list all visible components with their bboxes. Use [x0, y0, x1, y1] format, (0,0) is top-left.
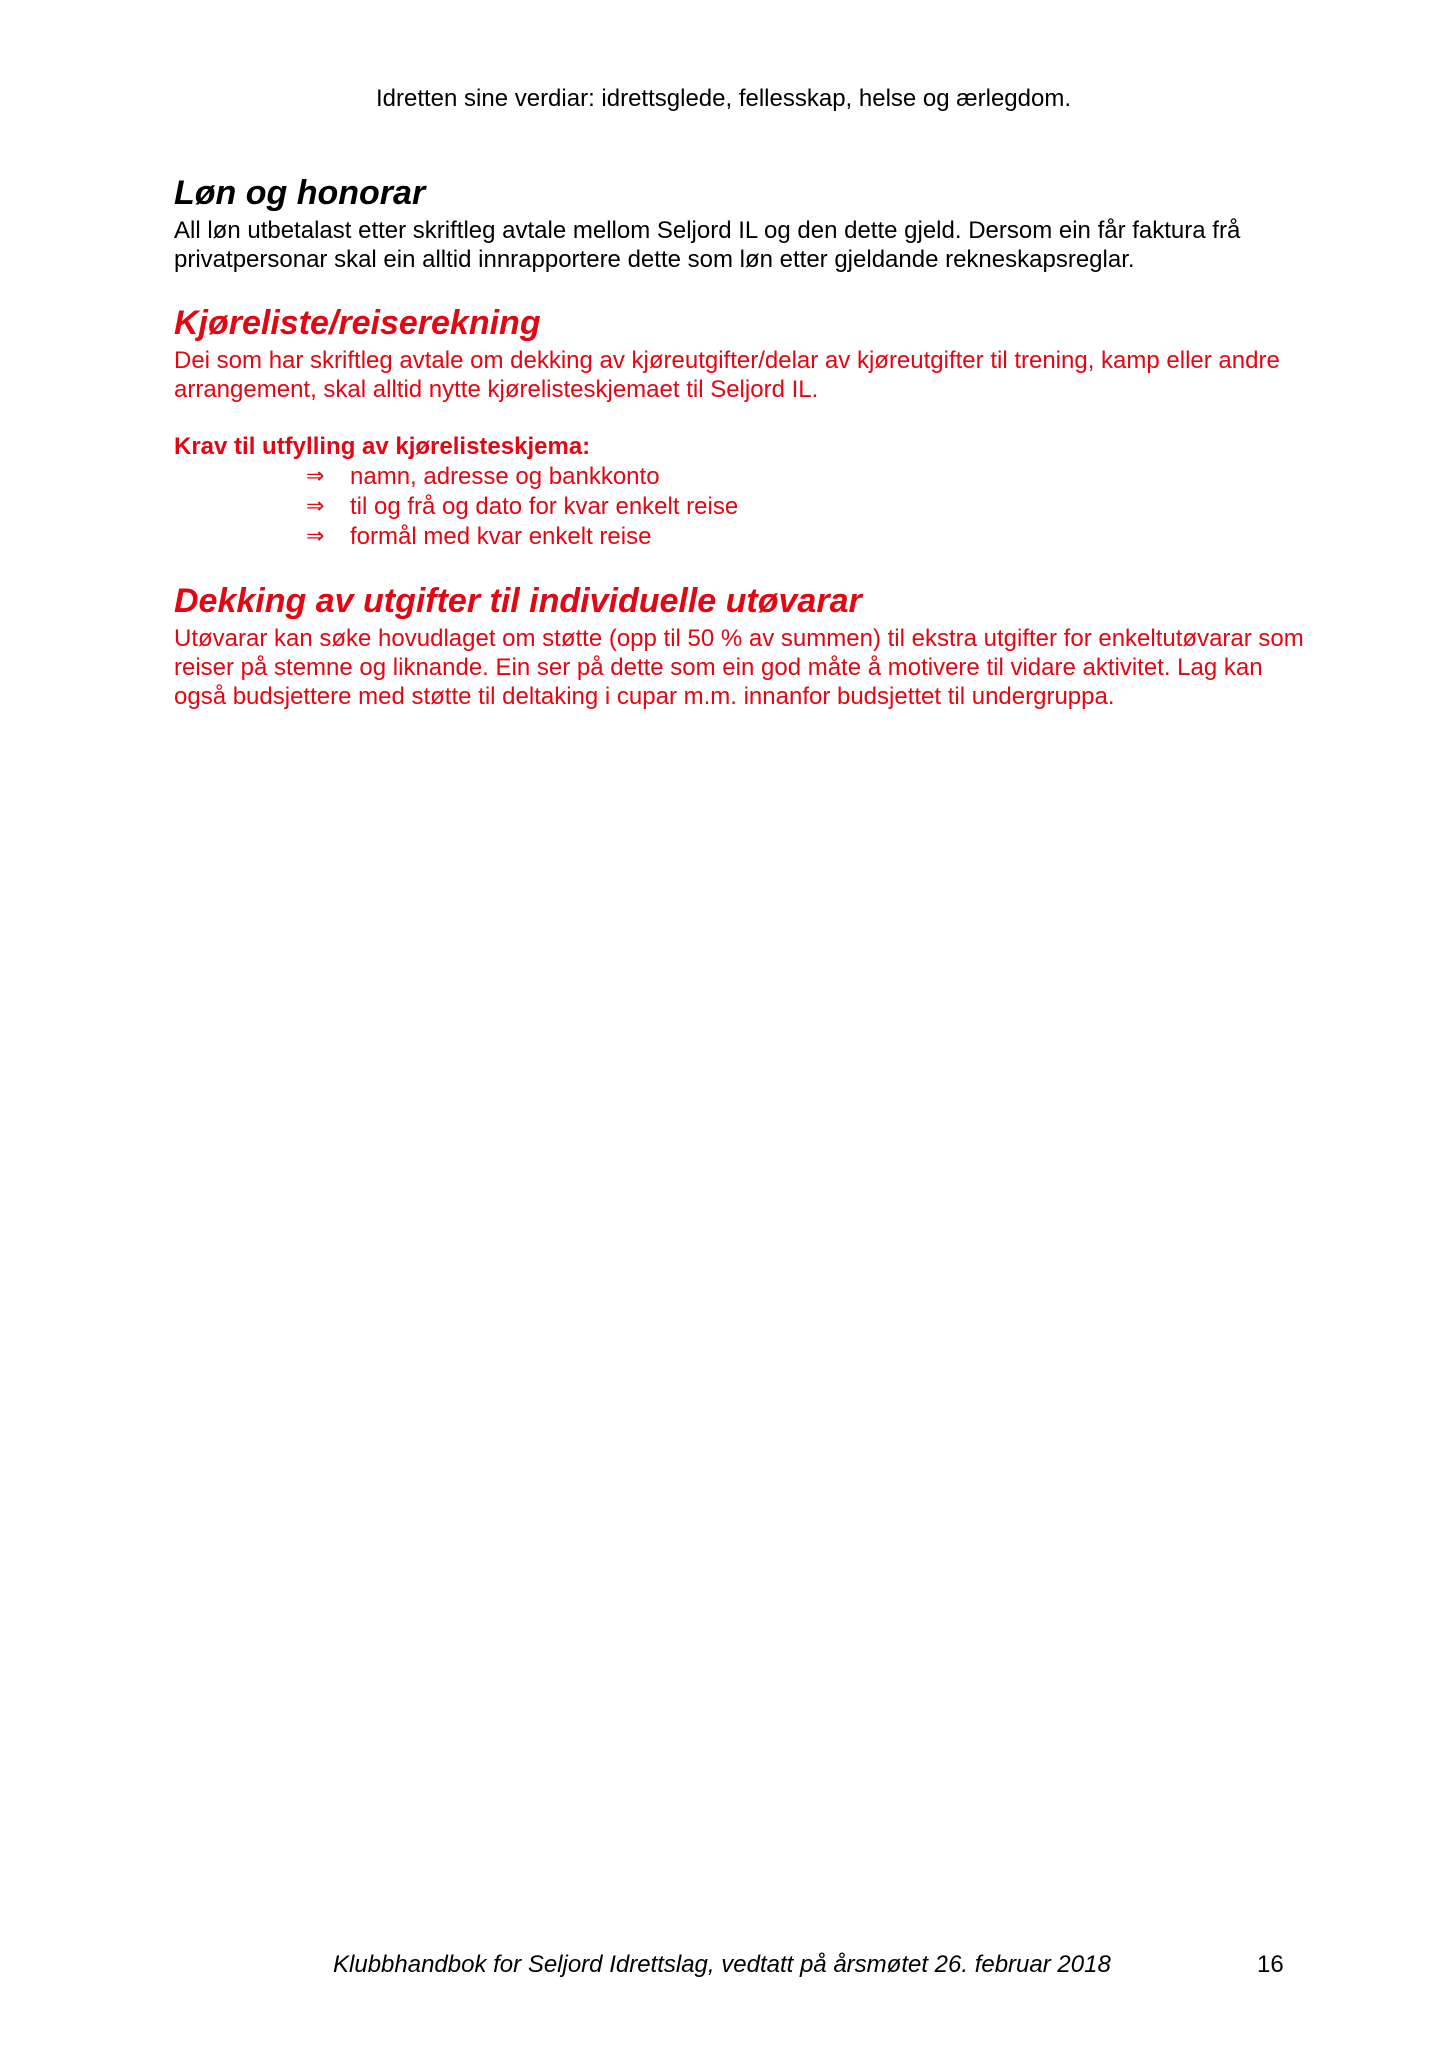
footer-text: Klubbhandbok for Seljord Idrettslag, vedtatt på årsmøtet 26. februar 2018: [333, 1951, 1111, 1978]
section-dekking-av-utgifter: [174, 578, 1314, 711]
list-item-text: namn, adresse og bankkonto: [350, 463, 660, 490]
list-item-text: formål med kvar enkelt reise: [350, 523, 652, 550]
double-arrow-right-icon: ⇒: [306, 524, 325, 549]
section-title-dekking: Dekking av utgifter til individuelle utøvarar: [174, 582, 862, 620]
section-kjoreliste: [174, 300, 1314, 552]
double-arrow-right-icon: ⇒: [306, 464, 325, 489]
section-title-lon: Løn og honorar: [174, 174, 426, 212]
list-item: [306, 522, 1314, 552]
list-item: [306, 492, 1314, 522]
kjoreliste-requirements-list: [174, 462, 1314, 552]
list-item-text: til og frå og dato for kvar enkelt reise: [350, 493, 739, 520]
section-body-kjoreliste: Dei som har skriftleg avtale om dekking av kjøreutgifter/delar av kjøreutgifter til trening, kamp eller andre arrangement, skal alltid nytte kjørelisteskjemaet til Seljord IL.: [174, 347, 1280, 403]
page-content: [174, 170, 1314, 737]
section-lon-og-honorar: [174, 170, 1314, 274]
page-number: 16: [1257, 1951, 1284, 1978]
kjoreliste-requirements-heading: Krav til utfylling av kjørelisteskjema:: [174, 433, 591, 460]
list-item: [306, 462, 1314, 492]
section-body-lon: All løn utbetalast etter skriftleg avtale mellom Seljord IL og den dette gjeld. Dersom ein får faktura frå privatpersonar skal ein alltid innrapportere dette som løn etter gjeldande rekneskapsreglar.: [174, 217, 1241, 273]
page-header: Idretten sine verdiar: idrettsglede, fellesskap, helse og ærlegdom.: [375, 85, 1072, 112]
double-arrow-right-icon: ⇒: [306, 494, 325, 519]
section-body-dekking: Utøvarar kan søke hovudlaget om støtte (opp til 50 % av summen) til ekstra utgifter for enkeltutøvarar som reiser på stemne og liknande. Ein ser på dette som ein god måte å motivere til vidare aktivitet. Lag kan også budsjettere med støtte til deltaking i cupar m.m. innanfor budsjettet til undergruppa.: [174, 625, 1304, 710]
section-title-kjoreliste: Kjøreliste/reiserekning: [174, 304, 541, 342]
